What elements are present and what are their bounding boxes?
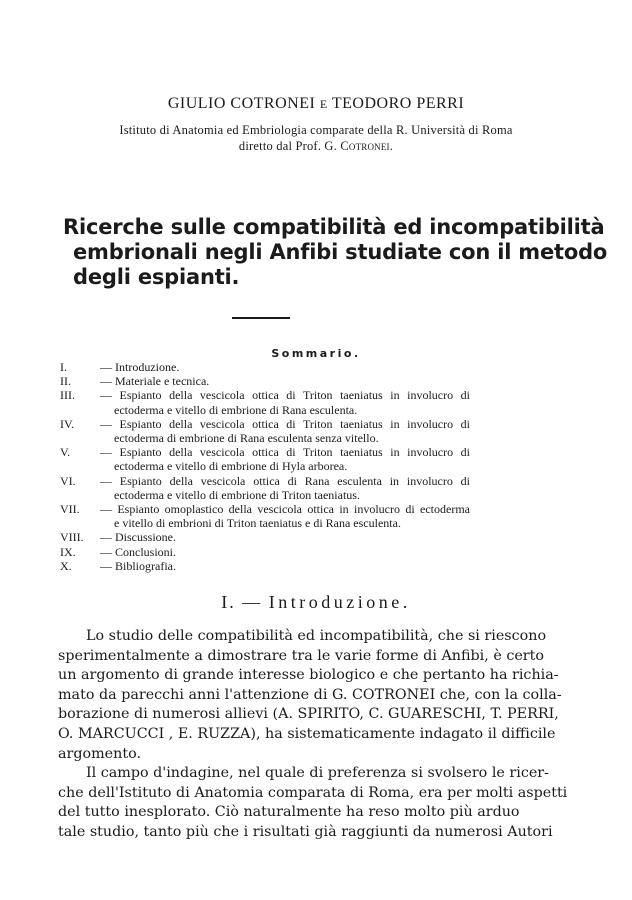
toc-item xyxy=(60,445,470,473)
body-line: O. MARCUCCI , E. RUZZA), ha sistematicamente indagato il difficile xyxy=(58,725,556,742)
toc-text-continued: e vitello di embrioni di Triton taeniatus e di Rana esculenta. xyxy=(114,516,401,531)
authors-conjunction: E xyxy=(319,97,328,111)
toc-text: — Discussione. xyxy=(100,530,176,545)
body-line: argomento. xyxy=(58,745,141,762)
title-divider xyxy=(232,317,290,319)
body-line: borazione di numerosi allievi (A. SPIRITO, C. GUARESCHI, T. PERRI, xyxy=(58,706,559,723)
toc-item xyxy=(60,417,470,445)
toc-number: VII. xyxy=(60,502,80,517)
toc-item xyxy=(60,388,470,416)
section-title: Introduzione. xyxy=(268,592,411,612)
author-2: TEODORO PERRI xyxy=(331,95,465,112)
author-1: GIULIO COTRONEI xyxy=(167,95,316,112)
toc-text: — Materiale e tecnica. xyxy=(100,374,210,389)
table-of-contents xyxy=(60,360,470,573)
toc-number: IX. xyxy=(60,544,76,559)
toc-item xyxy=(60,360,470,374)
toc-text: — Bibliografia. xyxy=(100,558,176,573)
body-line: tale studio, tanto più che i risultati già raggiunti da numerosi Autori xyxy=(58,823,553,840)
toc-number: IV. xyxy=(60,416,75,431)
body-line: del tutto inesplorato. Ciò naturalmente ha reso molto più arduo xyxy=(58,804,520,821)
toc-item xyxy=(60,530,470,544)
toc-text: — Conclusioni. xyxy=(100,544,177,559)
authors-line xyxy=(0,95,632,113)
toc-number: II. xyxy=(60,374,71,389)
toc-text: — Espianto della vescicola ottica di Triton taeniatus in involucro di xyxy=(100,416,470,431)
body-line: mato da parecchi anni l'attenzione di G. COTRONEI che, con la colla- xyxy=(58,686,562,703)
toc-number: VI. xyxy=(60,473,76,488)
body-line: sperimentalmente a dimostrare tra le varie forme di Anfibi, è certo xyxy=(58,647,544,664)
article-title xyxy=(63,215,608,290)
toc-text-continued: ectoderma di embrione di Rana esculenta senza vitello. xyxy=(114,431,379,446)
toc-text: — Introduzione. xyxy=(100,360,180,374)
section-heading xyxy=(0,592,632,613)
toc-item xyxy=(60,559,470,573)
toc-item xyxy=(60,474,470,502)
toc-text-continued: ectoderma e vitello di embrione di Triton taeniatus. xyxy=(114,487,360,502)
affiliation-line-1: Istituto di Anatomia ed Embriologia comparate della R. Università di Roma xyxy=(119,123,513,137)
sommario-heading: Sommario. xyxy=(271,347,361,360)
body-text xyxy=(58,627,568,843)
title-line: embrionali negli Anfibi studiate con il metodo xyxy=(73,240,608,264)
toc-number: X. xyxy=(60,558,72,573)
toc-text: — Espianto omoplastico della vescicola ottica in involucro di ectoderma xyxy=(100,502,470,517)
toc-text-continued: ectoderma e vitello di embrione di Hyla arborea. xyxy=(114,459,348,474)
toc-text: — Espianto della vescicola ottica di Rana esculenta in involucro di xyxy=(100,473,470,488)
toc-item xyxy=(60,374,470,388)
section-number: I. — xyxy=(221,592,263,612)
toc-text-continued: ectoderma e vitello di embrione di Rana esculenta. xyxy=(114,402,358,417)
affiliation-director-name: Cotronei. xyxy=(340,139,394,153)
affiliation-director-prefix: diretto dal Prof. G. xyxy=(238,139,337,153)
toc-text: — Espianto della vescicola ottica di Triton taeniatus in involucro di xyxy=(100,388,470,403)
title-line: Ricerche sulle compatibilità ed incompatibilità xyxy=(63,215,605,239)
toc-number: VIII. xyxy=(60,530,84,545)
toc-item xyxy=(60,502,470,530)
title-line: degli espianti. xyxy=(73,265,240,289)
body-line: Lo studio delle compatibilità ed incompatibilità, che si riescono xyxy=(86,628,547,644)
affiliation-line-2 xyxy=(0,139,632,154)
body-line: un argomento di grande interesse biologico e che pertanto ha richia- xyxy=(58,667,559,684)
toc-text: — Espianto della vescicola ottica di Triton taeniatus in involucro di xyxy=(100,445,470,460)
toc-item xyxy=(60,545,470,559)
body-line: Il campo d'indagine, nel quale di preferenza si svolsero le ricer- xyxy=(86,765,549,782)
body-line: che dell'Istituto di Anatomia comparata di Roma, era per molti aspetti xyxy=(58,784,568,801)
toc-number: I. xyxy=(60,360,67,374)
toc-number: III. xyxy=(60,388,75,403)
toc-number: V. xyxy=(60,445,71,460)
